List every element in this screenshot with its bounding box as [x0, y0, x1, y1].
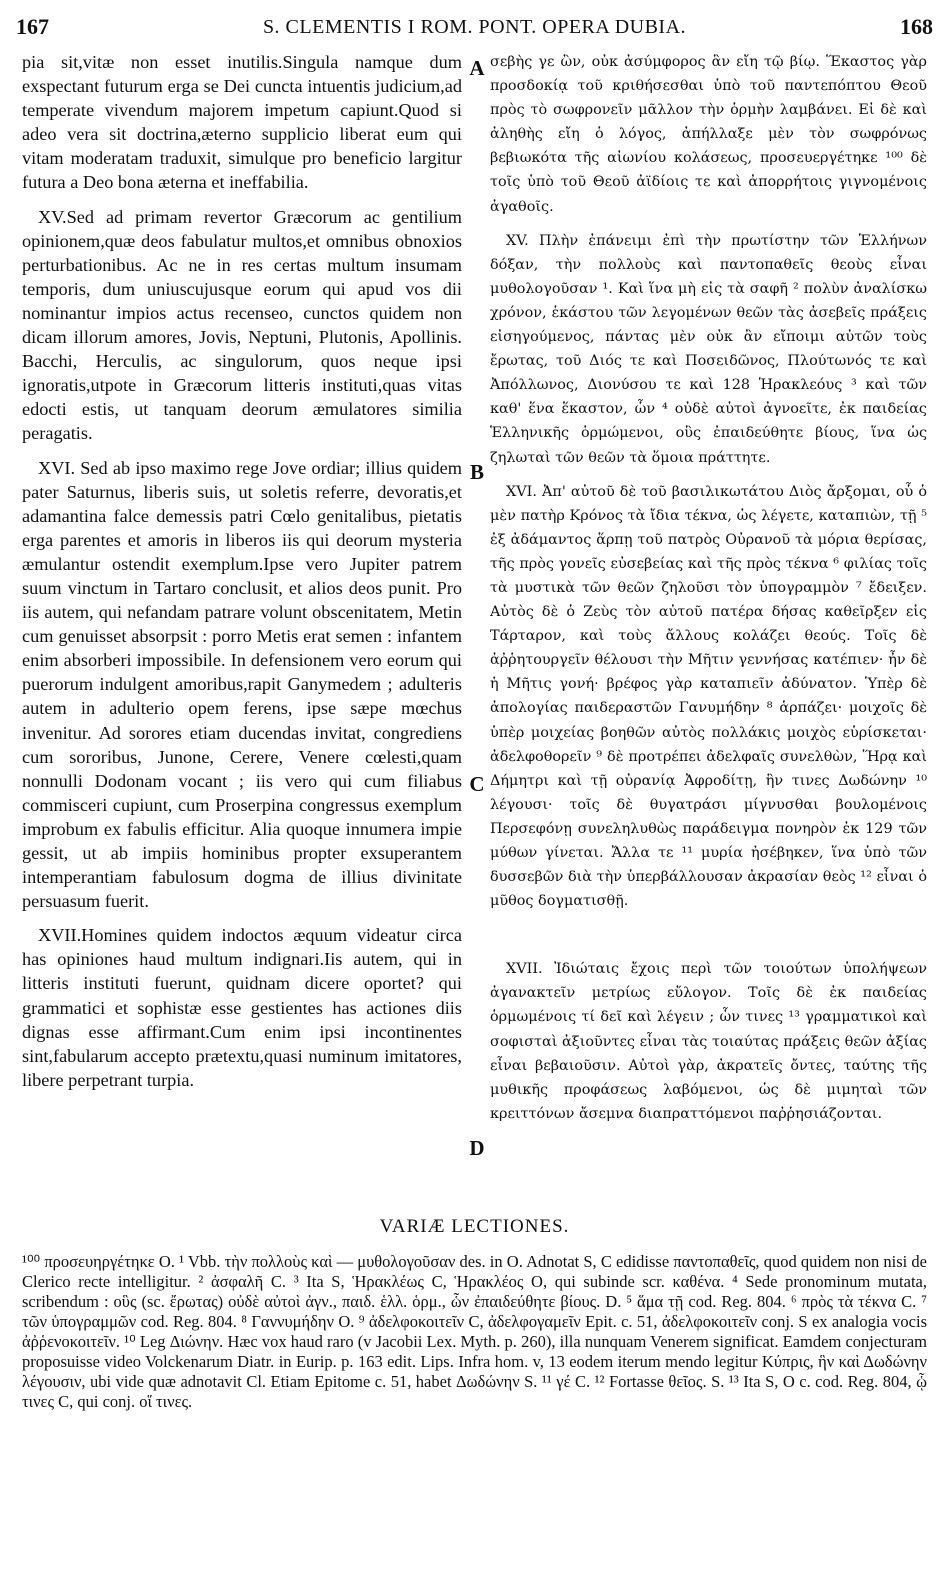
running-title: S. CLEMENTIS I ROM. PONT. OPERA DUBIA.: [262, 16, 687, 38]
greek-paragraph-xv: XV. Πλὴν ἐπάνειμι ἐπὶ τὴν πρωτίστην τῶν Ἑλλήνων δόξαν, τὴν πολλοὺς καὶ παντοπαθεῖς θεοὺς εἶναι μυθολογοῦσαν ¹. Καὶ ἵνα μὴ εἰς τὰ σαφῆ ² πολὺν ἀναλίσκω χρόνον, ἑκάστου τῶν λεγομένων θεῶν τὰς ἀσεβεῖς πράξεις εἰσηγούμενος, πάντας μὲν οὐκ ἂν εἴποιμι αὐτῶν τοὺς ἔρωτας, τοῦ Διός τε καὶ Ποσειδῶνος, Πλούτωνός τε καὶ Ἀπόλλωνος, Διονύσου τε καὶ 128 Ἡρακλεόυς ³ καὶ τῶν καθ' ἕνα ἕκαστον, ὧν ⁴ οὐδὲ αὐτοὶ ἀγνοεῖτε, ἐκ παιδείας Ἑλληνικῆς ὁρμώμενοι, οὓς ἐπαιδεύθητε βίους, ἵνα ὡς ζηλωταὶ τῶν θεῶν τὰ ὅμοια πράττητε.: [490, 232, 927, 466]
variae-lectiones-notes: [22, 1252, 927, 1412]
greek-paragraph-1: σεβὴς γε ὢν, οὐκ ἀσύμφορος ἂν εἴη τῷ βίῳ. Ἕκαστος γὰρ προσδοκίᾳ τοῦ κριθήσεσθαι ὑπὸ τοῦ παντεπόπτου Θεοῦ πρὸς τὸ σωφρονεῖν μᾶλλον τὴν ὁρμὴν λαμβάνει. Εἰ δὲ καὶ ἀληθὴς εἴη ὁ λόγος, ἀπήλλαξε μὲν τὸν σωφρόνως βεβιωκότα τῆς αἰωνίου κολάσεως, προσευεργέτηκε ¹⁰⁰ δὲ τοῖς ὑπὸ τοῦ Θεοῦ ἀϊδίοις τε καὶ ἀπορρήτοις γιγνομένοις ἀγαθοῖς.: [490, 54, 927, 215]
latin-paragraph-xv: XV.Sed ad primam revertor Græcorum ac gentilium opinionem,quæ deos fabulatur multos,et omnibus obnoxios perturbationibus. Ac ne in res certas multum insumam temporis, dum uniuscujusque eorum qui apud vos dii nominantur impios actus recenseo, cunctos quidem non dicam illorum amores, Jovis, Neptuni, Plutonis, Apollinis. Bacchi, Herculis, ac singulorum, quos neque ipsi ignoratis,utpote in Græcorum litteris instituti,quas vitas edocti estis, ut tanquam deorum æmulatores similia peragatis.: [22, 206, 462, 444]
latin-paragraph-xvi: XVI. Sed ab ipso maximo rege Jove ordiar; illius quidem pater Saturnus, liberis suis, ut soletis referre, devoratis,et adamantina falce demessis patri Cœlo genitalibus, pietatis erga parentes et amoris in liberos iis qui deorum mysteria æmulantur ostendit exemplum.Ipse vero Jupiter patrem suum vinctum in Tartaro conclusit, et alios deos punit. Pro iis autem, qui nefandam patrare volunt obscenitatem, Metin cum genuisset absorpsit : porro Metis erat semen : infantem enim absorberi impossibile. In defensionem vero eorum qui puerorum indulgent amoribus,rapit Ganymedem ; adulteris autem in adulterio opem ferens, ipse sæpe mœchus invenitur. Ad sorores etiam ducendas invitat, congrediens cum sororibus, Junone, Cerere, Venere cœlesti,quam nonnulli Dodonam vocant ; iis vero qui cum filiabus commisceri cupiunt, cum Proserpina congressus exemplum improbum ex fabulis efficitur. Alia quoque innumera impie gessit, ut ab impiis hominibus propter exsuperantem intemperantiam fabulosum dogma de illius divinitate persuasum fuerit.: [22, 457, 462, 912]
variae-lectiones-heading: VARIÆ LECTIONES.: [379, 1216, 570, 1237]
latin-paragraph-xvii: XVII.Homines quidem indoctos æquum videatur circa has opiniones haud multum indignari.Iis autem, qui in litteris instituti fuerunt, quidnam dicere oportet? qui grammatici et sophistæ esse gestientes has actiones diis dignas esse affirmant.Cum enim ipsi incontinentes sint,fabularum accepto prætextu,quasi numinum imitatores, libere perpetrant turpia.: [22, 925, 462, 1090]
variae-lectiones-text: ¹⁰⁰ προσευηργέτηκε O. ¹ Vbb. τὴν πολλοὺς καὶ — μυθολογοῦσαν des. in O. Adnotat S, C edidisse παντοπαθεῖς, quod quidem non nisi de Clerico recte intelligitur. ² ἀσφαλῆ C. ³ Ita S, Ἡρακλέως C, Ἡρακλέος O, qui subinde scr. καθένα. ⁴ Sede pronominum mutata, scribendum : οὓς (sc. ἔρωτας) οὐδὲ αὐτοὶ ἀγν., παιδ. ἑλλ. ὁρμ., ὧν ἐπαιδεύθητε βίους. D. ⁵ ἅμα τῇ cod. Reg. 804. ⁶ πρὸς τὰ τέκνα C. ⁷ τῶν ὑπογραμμῶν cod. Reg. 804. ⁸ Γαννυμήδην O. ⁹ ἀδελφοκοιτεῖν C, ἀδελφογαμεῖν Epit. c. 51, ἀδελφοκοιτεῖν conj. S ex analogia vocis ἀῤῥενοκοιτεῖν. ¹⁰ Leg Διώνην. Hæc vox haud raro (v Jacobii Lex. Myth. p. 260), illa nunquam Venerem significat. Eamdem conjecturam proposuisse video Volckenarum Diatr. in Eurip. p. 163 edit. Lips. Infra hom. v, 13 eodem iterum mendo legitur Κύπρις, ἣν καὶ Δωδώνην λέγουσιν, ubi vide quæ adnotavit Cl. Etiam Epitome c. 51, habet Δωδώνην S. ¹¹ γέ C. ¹² Fortasse θεῖος. S. ¹³ Ita S, O c. cod. Reg. 804, ᾧ τινες C, qui conj. οἵ τινες.: [22, 1252, 927, 1411]
margin-marker-a: A: [469, 56, 485, 80]
margin-marker-b: B: [469, 460, 484, 484]
page-number-left: 167: [16, 14, 49, 39]
greek-paragraph-xvii: XVII. Ἰδιώταις ἔχοις περὶ τῶν τοιούτων ὑπολήψεων ἀγανακτεῖν μετρίως εὔλογον. Τοῖς δὲ ἐκ παιδείας ὁρμωμένοις τί δεῖ καὶ λέγειν ; ὧν τινες ¹³ γραμματικοὶ καὶ σοφισταὶ ἀξιοῦντες εἶναι τὰς τοιαύτας πράξεις θεῶν ἀξίας εἶναι βεβαιοῦσιν. Αὐτοὶ γὰρ, ἀκρατεῖς ὄντες, ταύτης τῆς μυθικῆς προφάσεως λαβόμενοι, ὡς δὲ μιμηταὶ τῶν κρειττόνων ἄσεμνα διαπραττόμενοι παῤῥησιάζονται.: [490, 961, 927, 1122]
margin-marker-d: D: [469, 1136, 485, 1160]
margin-marker-c: C: [469, 772, 485, 796]
latin-column: [22, 50, 462, 1102]
page-number-right: 168: [900, 14, 933, 39]
running-header: [16, 14, 933, 48]
greek-paragraph-xvi: XVI. Ἀπ' αὐτοῦ δὲ τοῦ βασιλικωτάτου Διὸς ἄρξομαι, οὗ ὁ μὲν πατὴρ Κρόνος τὰ ἴδια τέκνα, ὡς λέγετε, καταπιὼν, τῇ ⁵ ἐξ ἀδάμαντος ἅρπῃ τοῦ πατρὸς Οὐρανοῦ τὰ μόρια θερίσας, τῆς πρὸς γονεῖς εὐσεβείας καὶ τῆς πρὸς τέκνα ⁶ φιλίας τοῖς τὰ μυστικὰ τῶν θεῶν ζηλοῦσι τὸν ὑπογραμμὸν ⁷ ἔδειξεν. Αὐτὸς δὲ ὁ Ζεὺς τὸν αὐτοῦ πατέρα δήσας καθεῖρξεν εἰς Τάρταρον, καὶ τοὺς ἄλλους κολάζει θεούς. Τοῖς δὲ ἀῤῥητουργεῖν θέλουσι τὴν Μῆτιν γεννήσας κατέπιεν· ἦν δὲ ἡ Μῆτις γονή· βρέφος γὰρ καταπιεῖν ἀδύνατον. Ὑπὲρ δὲ ἀπολογίας παιδεραστῶν Γανυμήδην ⁸ ἁρπάζει· μοιχοῖς δὲ ὑπὲρ μοιχείας βοηθῶν αὐτὸς πολλάκις μοιχὸς εὑρίσκεται· ἀδελφοθορεῖν ⁹ δὲ προτρέπει ἀδελφαῖς συνελθὼν, Ἥρᾳ καὶ Δήμητρι καὶ τῇ οὐρανίᾳ Ἀφροδίτῃ, ἣν τινες Δωδώνην ¹⁰ λέγουσι· τοῖς δὲ θυγατράσι μίγνυσθαι βουλομένοις Περσεφόνῃ συνεληλυθὼς παράδειγμα πονηρὸν ἐκ 129 τῶν μύθων γίνεται. Ἄλλα τε ¹¹ μυρία ἠσέβηκεν, ἵνα ὑπὸ τῶν δυσσεβῶν διὰ τὴν ὑπερβάλλουσαν ἀκρασίαν θεὸς ¹² εἶναι ὁ μῦθος δογματισθῇ.: [490, 483, 927, 910]
two-column-body: [22, 50, 927, 1210]
latin-paragraph-1: pia sit,vitæ non esset inutilis.Singula namque dum exspectant futurum erga se Dei cuncta intuentis judicium,ad temperate vivendum majorem impetum capiunt.Quod si adeo vera sit doctrina,æterno supplicio liberat eum qui vitam moderatam traduxit, simulque pro beneficio largitur futura a Deo bona æterna et ineffabilia.: [22, 52, 462, 193]
greek-column: [490, 50, 927, 1136]
